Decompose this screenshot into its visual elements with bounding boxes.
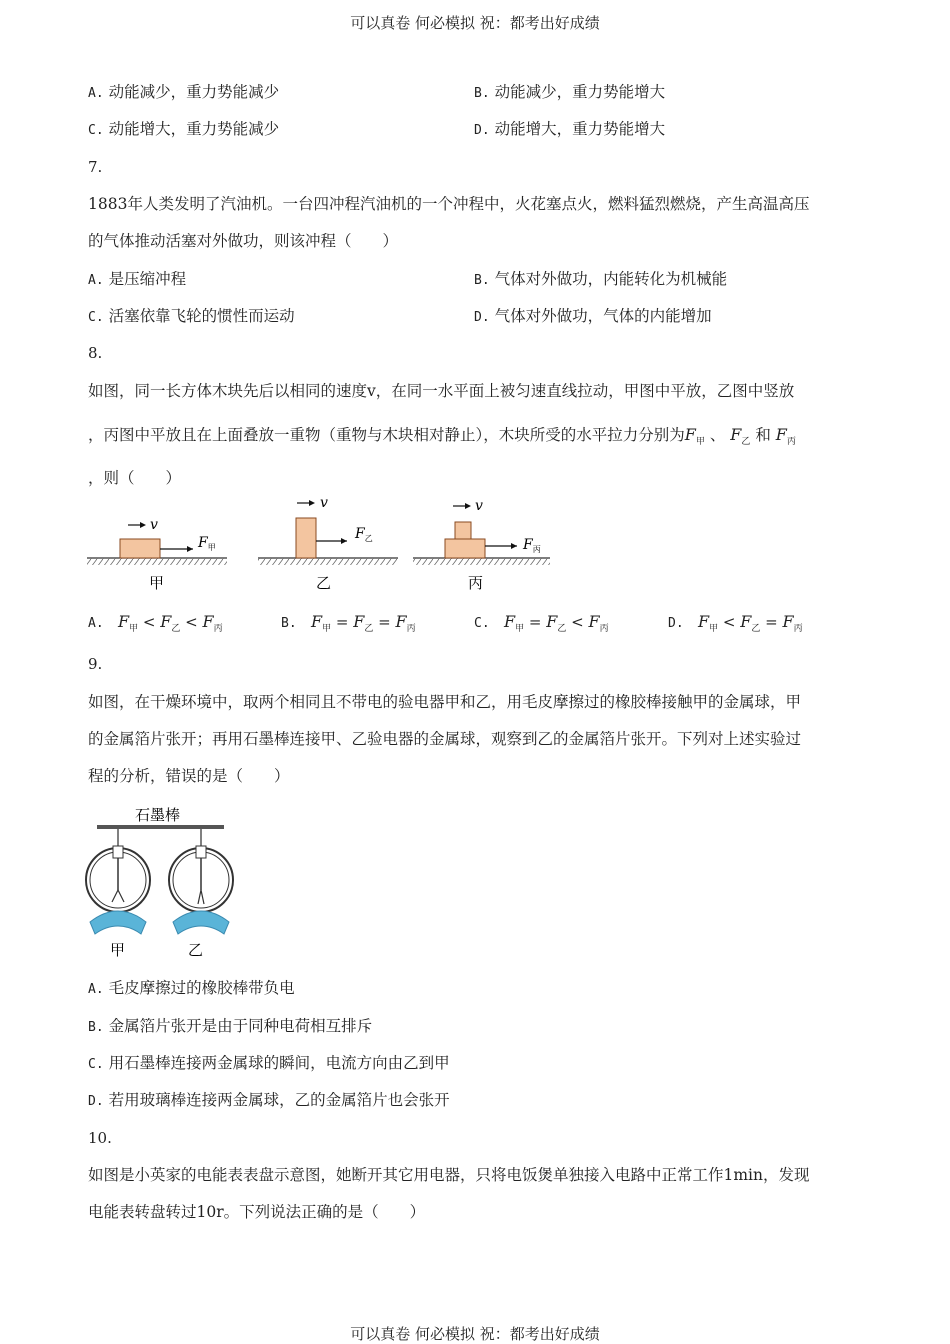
- q6-option-a[interactable]: A. 动能减少，重力势能减少: [88, 83, 280, 101]
- q8-stem-line2: ，丙图中平放且在上面叠放一重物（重物与木块相对静止），木块所受的水平拉力分别为$F_甲$ 、 $F_乙$ 和 $F_丙$: [88, 425, 796, 447]
- force-label-jia: $F_甲$: [198, 535, 216, 552]
- q6-option-b[interactable]: B. 动能减少，重力势能增大: [474, 83, 666, 101]
- electroscope-label-jia: 甲: [110, 941, 126, 959]
- q9-number: 9.: [88, 655, 103, 673]
- q7-option-c[interactable]: C. 活塞依靠飞轮的惯性而运动: [88, 307, 295, 325]
- figure-label-bing: 丙: [468, 574, 484, 592]
- graphite-rod: [97, 825, 224, 829]
- weight-block: [455, 522, 471, 539]
- q10-number: 10.: [88, 1129, 112, 1147]
- velocity-label-yi: v: [320, 495, 328, 511]
- q7-option-b[interactable]: B. 气体对外做功，内能转化为机械能: [474, 270, 728, 288]
- q8-figure: [85, 495, 565, 595]
- q9-stem-line1: 如图，在干燥环境中，取两个相同且不带电的验电器甲和乙，用毛皮摩擦过的橡胶棒接触甲的金属球，甲: [88, 693, 802, 711]
- q8-option-b[interactable]: B. $F_甲 = F_乙 = F_丙$: [281, 612, 416, 634]
- figure-jia: [87, 517, 227, 592]
- q8-option-c[interactable]: C. $F_甲 = F_乙 < F_丙$: [474, 612, 609, 634]
- block-upright: [296, 518, 316, 558]
- q9-option-d[interactable]: D. 若用玻璃棒连接两金属球，乙的金属箔片也会张开: [88, 1091, 450, 1109]
- block-flat-stacked: [445, 539, 485, 558]
- q7-option-a[interactable]: A. 是压缩冲程: [88, 270, 187, 288]
- q7-option-d[interactable]: D. 气体对外做功，气体的内能增加: [474, 307, 712, 325]
- q9-option-c[interactable]: C. 用石墨棒连接两金属球的瞬间，电流方向由乙到甲: [88, 1054, 450, 1072]
- page-footer: 可以真卷 何必模拟 祝：都考出好成绩: [350, 1325, 600, 1343]
- q6-option-c[interactable]: C. 动能增大，重力势能减少: [88, 120, 280, 138]
- q7-stem-line1: 1883年人类发明了汽油机。一台四冲程汽油机的一个冲程中，火花塞点火，燃料猛烈燃烧，产生高温高压: [88, 195, 810, 213]
- q9-option-a[interactable]: A. 毛皮摩擦过的橡胶棒带负电: [88, 979, 295, 997]
- q9-stem-line3: 程的分析，错误的是（ ）: [88, 767, 290, 785]
- figure-yi: [258, 495, 398, 592]
- q9-stem-line2: 的金属箔片张开；再用石墨棒连接甲、乙验电器的金属球，观察到乙的金属箔片张开。下列对上述实验过: [88, 730, 802, 748]
- q7-number: 7.: [88, 158, 103, 176]
- q8-stem-line1: 如图，同一长方体木块先后以相同的速度v，在同一水平面上被匀速直线拉动，甲图中平放，乙图中竖放: [88, 382, 795, 400]
- figure-label-yi: 乙: [316, 574, 332, 592]
- electroscope-label-yi: 乙: [188, 941, 204, 959]
- velocity-label-bing: v: [475, 498, 483, 514]
- page-header: 可以真卷 何必模拟 祝：都考出好成绩: [350, 14, 600, 32]
- q7-stem-line2: 的气体推动活塞对外做功，则该冲程（ ）: [88, 232, 399, 250]
- force-label-bing: $F_丙$: [523, 537, 541, 554]
- q10-stem-line2: 电能表转盘转过10r。下列说法正确的是（ ）: [88, 1203, 426, 1221]
- force-label-yi: $F_乙$: [355, 526, 373, 543]
- velocity-label-jia: v: [150, 517, 158, 533]
- electroscope-jia: [86, 829, 150, 959]
- q9-option-b[interactable]: B. 金属箔片张开是由于同种电荷相互排斥: [88, 1017, 373, 1035]
- q8-option-d[interactable]: D. $F_甲 < F_乙 = F_丙$: [668, 612, 803, 634]
- figure-label-jia: 甲: [149, 574, 165, 592]
- q6-option-d[interactable]: D. 动能增大，重力势能增大: [474, 120, 666, 138]
- block-flat: [120, 539, 160, 558]
- q8-number: 8.: [88, 344, 103, 362]
- q8-stem-line3: ，则（ ）: [88, 469, 182, 487]
- q10-stem-line1: 如图是小英家的电能表表盘示意图，她断开其它用电器，只将电饭煲单独接入电路中正常工作1min，发现: [88, 1166, 810, 1184]
- q8-option-a[interactable]: A. $F_甲 < F_乙 < F_丙$: [88, 612, 223, 634]
- graphite-rod-label: 石墨棒: [135, 806, 181, 824]
- q9-electroscope-figure: [85, 802, 245, 962]
- electroscope-yi: [169, 829, 233, 959]
- figure-bing: [413, 498, 550, 592]
